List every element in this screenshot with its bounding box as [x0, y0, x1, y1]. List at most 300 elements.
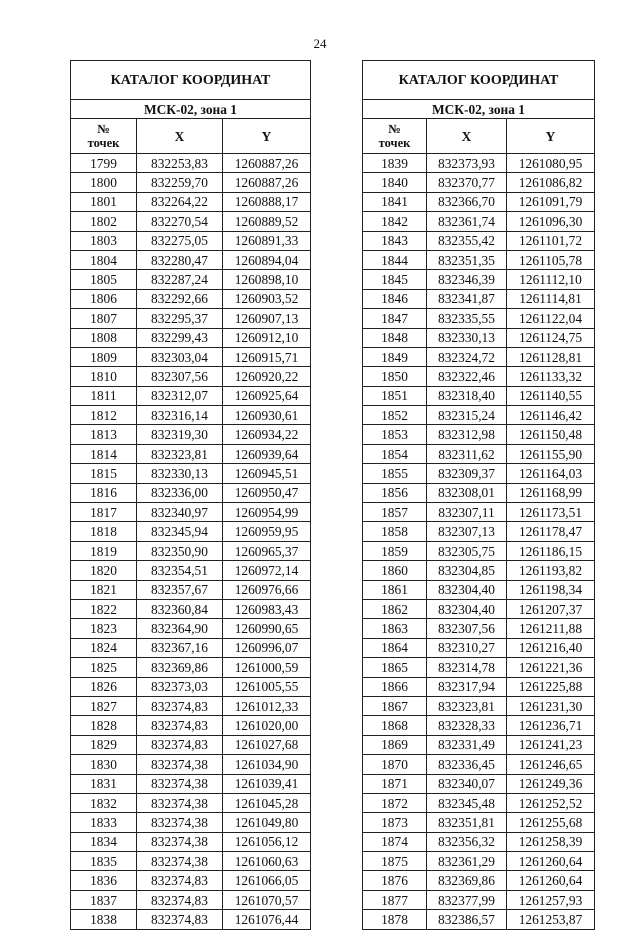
- y-coordinate-cell: 1261241,23: [507, 735, 595, 754]
- x-coordinate-cell: 832259,70: [137, 173, 223, 192]
- y-coordinate-cell: 1260894,04: [223, 250, 311, 269]
- y-coordinate-cell: 1261155,90: [507, 444, 595, 463]
- y-coordinate-cell: 1261039,41: [223, 774, 311, 793]
- table-row: [71, 832, 311, 851]
- table-row: [71, 541, 311, 560]
- point-number-cell: 1867: [363, 696, 427, 715]
- x-coordinate-cell: 832312,98: [427, 425, 507, 444]
- y-coordinate-cell: 1260891,33: [223, 231, 311, 250]
- table-row: [363, 599, 595, 618]
- x-coordinate-cell: 832312,07: [137, 386, 223, 405]
- x-coordinate-cell: 832357,67: [137, 580, 223, 599]
- table-row: [71, 328, 311, 347]
- point-number-cell: 1824: [71, 638, 137, 657]
- point-no-word: точек: [378, 136, 411, 150]
- point-number-cell: 1864: [363, 638, 427, 657]
- point-number-cell: 1812: [71, 406, 137, 425]
- y-coordinate-cell: 1261114,81: [507, 289, 595, 308]
- table-row: [71, 638, 311, 657]
- x-coordinate-cell: 832374,38: [137, 813, 223, 832]
- point-number-cell: 1861: [363, 580, 427, 599]
- column-header-x: X: [427, 119, 507, 154]
- coord-system-label: МСК-02, зона 1: [71, 100, 311, 119]
- table-row: [363, 231, 595, 250]
- x-coordinate-cell: 832305,75: [427, 541, 507, 560]
- point-number-cell: 1800: [71, 173, 137, 192]
- x-coordinate-cell: 832374,38: [137, 852, 223, 871]
- column-header-point-no: [363, 119, 427, 154]
- x-coordinate-cell: 832308,01: [427, 483, 507, 502]
- point-number-cell: 1872: [363, 793, 427, 812]
- table-row: [363, 619, 595, 638]
- table-row: [363, 309, 595, 328]
- x-coordinate-cell: 832307,56: [427, 619, 507, 638]
- point-number-cell: 1802: [71, 212, 137, 231]
- x-coordinate-cell: 832361,29: [427, 852, 507, 871]
- point-number-cell: 1816: [71, 483, 137, 502]
- table-row: [363, 677, 595, 696]
- y-coordinate-cell: 1261173,51: [507, 503, 595, 522]
- coordinate-catalog-table-right: [362, 60, 595, 930]
- x-coordinate-cell: 832311,62: [427, 444, 507, 463]
- y-coordinate-cell: 1261164,03: [507, 464, 595, 483]
- table-row: [363, 289, 595, 308]
- page-number: 24: [313, 36, 327, 51]
- x-coordinate-cell: 832299,43: [137, 328, 223, 347]
- table-row: [71, 561, 311, 580]
- y-coordinate-cell: 1261193,82: [507, 561, 595, 580]
- x-coordinate-cell: 832322,46: [427, 367, 507, 386]
- x-coordinate-cell: 832336,00: [137, 483, 223, 502]
- x-coordinate-cell: 832374,38: [137, 793, 223, 812]
- x-coordinate-cell: 832307,13: [427, 522, 507, 541]
- point-number-cell: 1865: [363, 658, 427, 677]
- y-coordinate-cell: 1261140,55: [507, 386, 595, 405]
- y-coordinate-cell: 1260888,17: [223, 192, 311, 211]
- y-coordinate-cell: 1260915,71: [223, 347, 311, 366]
- table-row: [71, 599, 311, 618]
- table-row: [363, 444, 595, 463]
- point-number-cell: 1817: [71, 503, 137, 522]
- x-coordinate-cell: 832366,70: [427, 192, 507, 211]
- point-number-cell: 1876: [363, 871, 427, 890]
- y-coordinate-cell: 1261122,04: [507, 309, 595, 328]
- table-row: [71, 910, 311, 929]
- y-coordinate-cell: 1260925,64: [223, 386, 311, 405]
- point-number-cell: 1875: [363, 852, 427, 871]
- point-number-cell: 1860: [363, 561, 427, 580]
- x-coordinate-cell: 832330,13: [137, 464, 223, 483]
- table-row: [363, 192, 595, 211]
- point-number-cell: 1820: [71, 561, 137, 580]
- point-number-cell: 1868: [363, 716, 427, 735]
- point-number-cell: 1840: [363, 173, 427, 192]
- catalog-title: КАТАЛОГ КООРДИНАТ: [363, 61, 595, 100]
- y-coordinate-cell: 1260983,43: [223, 599, 311, 618]
- point-number-cell: 1799: [71, 154, 137, 173]
- y-coordinate-cell: 1260972,14: [223, 561, 311, 580]
- table-row: [71, 425, 311, 444]
- point-number-cell: 1809: [71, 347, 137, 366]
- y-coordinate-cell: 1261066,05: [223, 871, 311, 890]
- x-coordinate-cell: 832304,85: [427, 561, 507, 580]
- point-number-cell: 1878: [363, 910, 427, 929]
- y-coordinate-cell: 1260903,52: [223, 289, 311, 308]
- table-row: [71, 231, 311, 250]
- table-row: [71, 212, 311, 231]
- table-row: [363, 541, 595, 560]
- point-number-cell: 1832: [71, 793, 137, 812]
- table-row: [363, 890, 595, 909]
- point-number-cell: 1818: [71, 522, 137, 541]
- y-coordinate-cell: 1260990,65: [223, 619, 311, 638]
- x-coordinate-cell: 832340,07: [427, 774, 507, 793]
- x-coordinate-cell: 832351,35: [427, 250, 507, 269]
- point-number-cell: 1869: [363, 735, 427, 754]
- table-row: [71, 483, 311, 502]
- table-row: [71, 793, 311, 812]
- point-number-cell: 1859: [363, 541, 427, 560]
- x-coordinate-cell: 832360,84: [137, 599, 223, 618]
- point-number-cell: 1807: [71, 309, 137, 328]
- x-coordinate-cell: 832331,49: [427, 735, 507, 754]
- point-number-cell: 1815: [71, 464, 137, 483]
- x-coordinate-cell: 832287,24: [137, 270, 223, 289]
- x-coordinate-cell: 832361,74: [427, 212, 507, 231]
- point-number-cell: 1823: [71, 619, 137, 638]
- x-coordinate-cell: 832315,24: [427, 406, 507, 425]
- y-coordinate-cell: 1260889,52: [223, 212, 311, 231]
- point-number-cell: 1819: [71, 541, 137, 560]
- y-coordinate-cell: 1260976,66: [223, 580, 311, 599]
- table-row: [363, 638, 595, 657]
- table-row: [71, 309, 311, 328]
- x-coordinate-cell: 832374,38: [137, 832, 223, 851]
- x-coordinate-cell: 832307,11: [427, 503, 507, 522]
- x-coordinate-cell: 832345,48: [427, 793, 507, 812]
- y-coordinate-cell: 1261257,93: [507, 890, 595, 909]
- x-coordinate-cell: 832369,86: [427, 871, 507, 890]
- point-number-cell: 1843: [363, 231, 427, 250]
- x-coordinate-cell: 832354,51: [137, 561, 223, 580]
- table-row: [71, 852, 311, 871]
- y-coordinate-cell: 1261012,33: [223, 696, 311, 715]
- x-coordinate-cell: 832336,45: [427, 755, 507, 774]
- x-coordinate-cell: 832345,94: [137, 522, 223, 541]
- table-row: [71, 406, 311, 425]
- x-coordinate-cell: 832330,13: [427, 328, 507, 347]
- table-row: [71, 347, 311, 366]
- point-number-cell: 1863: [363, 619, 427, 638]
- table-row: [363, 464, 595, 483]
- y-coordinate-cell: 1261260,64: [507, 871, 595, 890]
- x-coordinate-cell: 832307,56: [137, 367, 223, 386]
- y-coordinate-cell: 1261255,68: [507, 813, 595, 832]
- point-number-cell: 1835: [71, 852, 137, 871]
- table-row: [363, 580, 595, 599]
- y-coordinate-cell: 1261231,30: [507, 696, 595, 715]
- y-coordinate-cell: 1261207,37: [507, 599, 595, 618]
- point-number-cell: 1821: [71, 580, 137, 599]
- table-row: [363, 328, 595, 347]
- table-row: [71, 154, 311, 173]
- table-row: [363, 406, 595, 425]
- table-row: [363, 852, 595, 871]
- point-number-cell: 1874: [363, 832, 427, 851]
- table-row: [71, 677, 311, 696]
- y-coordinate-cell: 1261105,78: [507, 250, 595, 269]
- x-coordinate-cell: 832374,83: [137, 890, 223, 909]
- x-coordinate-cell: 832309,37: [427, 464, 507, 483]
- table-row: [71, 289, 311, 308]
- y-coordinate-cell: 1260898,10: [223, 270, 311, 289]
- table-row: [71, 658, 311, 677]
- y-coordinate-cell: 1261168,99: [507, 483, 595, 502]
- point-number-cell: 1805: [71, 270, 137, 289]
- point-number-cell: 1830: [71, 755, 137, 774]
- y-coordinate-cell: 1261198,34: [507, 580, 595, 599]
- point-number-cell: 1873: [363, 813, 427, 832]
- y-coordinate-cell: 1261221,36: [507, 658, 595, 677]
- x-coordinate-cell: 832374,38: [137, 755, 223, 774]
- y-coordinate-cell: 1260965,37: [223, 541, 311, 560]
- table-row: [363, 658, 595, 677]
- table-row: [363, 561, 595, 580]
- x-coordinate-cell: 832314,78: [427, 658, 507, 677]
- x-coordinate-cell: 832304,40: [427, 599, 507, 618]
- point-number-cell: 1877: [363, 890, 427, 909]
- x-coordinate-cell: 832253,83: [137, 154, 223, 173]
- point-number-cell: 1831: [71, 774, 137, 793]
- y-coordinate-cell: 1260954,99: [223, 503, 311, 522]
- x-coordinate-cell: 832364,90: [137, 619, 223, 638]
- point-number-cell: 1822: [71, 599, 137, 618]
- y-coordinate-cell: 1261246,65: [507, 755, 595, 774]
- point-number-cell: 1852: [363, 406, 427, 425]
- x-coordinate-cell: 832323,81: [137, 444, 223, 463]
- y-coordinate-cell: 1261253,87: [507, 910, 595, 929]
- table-row: [363, 425, 595, 444]
- y-coordinate-cell: 1261060,63: [223, 852, 311, 871]
- y-coordinate-cell: 1261005,55: [223, 677, 311, 696]
- x-coordinate-cell: 832328,33: [427, 716, 507, 735]
- y-coordinate-cell: 1261211,88: [507, 619, 595, 638]
- point-number-cell: 1870: [363, 755, 427, 774]
- x-coordinate-cell: 832303,04: [137, 347, 223, 366]
- x-coordinate-cell: 832319,30: [137, 425, 223, 444]
- x-coordinate-cell: 832292,66: [137, 289, 223, 308]
- point-number-cell: 1808: [71, 328, 137, 347]
- point-number-cell: 1804: [71, 250, 137, 269]
- table-row: [363, 503, 595, 522]
- point-number-cell: 1810: [71, 367, 137, 386]
- x-coordinate-cell: 832386,57: [427, 910, 507, 929]
- table-row: [363, 910, 595, 929]
- x-coordinate-cell: 832264,22: [137, 192, 223, 211]
- column-header-x: X: [137, 119, 223, 154]
- x-coordinate-cell: 832280,47: [137, 250, 223, 269]
- table-row: [71, 192, 311, 211]
- table-row: [363, 813, 595, 832]
- point-number-cell: 1855: [363, 464, 427, 483]
- y-coordinate-cell: 1261070,57: [223, 890, 311, 909]
- x-coordinate-cell: 832373,93: [427, 154, 507, 173]
- table-row: [71, 735, 311, 754]
- point-no-symbol: №: [97, 122, 110, 136]
- y-coordinate-cell: 1261252,52: [507, 793, 595, 812]
- table-row: [363, 832, 595, 851]
- point-number-cell: 1857: [363, 503, 427, 522]
- table-row: [363, 173, 595, 192]
- y-coordinate-cell: 1261101,72: [507, 231, 595, 250]
- point-number-cell: 1829: [71, 735, 137, 754]
- table-row: [363, 755, 595, 774]
- point-number-cell: 1862: [363, 599, 427, 618]
- column-header-point-no: [71, 119, 137, 154]
- x-coordinate-cell: 832356,32: [427, 832, 507, 851]
- table-row: [363, 212, 595, 231]
- point-number-cell: 1854: [363, 444, 427, 463]
- table-row: [71, 503, 311, 522]
- y-coordinate-cell: 1260934,22: [223, 425, 311, 444]
- y-coordinate-cell: 1261186,15: [507, 541, 595, 560]
- y-coordinate-cell: 1260945,51: [223, 464, 311, 483]
- table-row: [363, 793, 595, 812]
- table-row: [363, 735, 595, 754]
- y-coordinate-cell: 1261112,10: [507, 270, 595, 289]
- table-row: [363, 696, 595, 715]
- table-row: [363, 250, 595, 269]
- table-row: [363, 270, 595, 289]
- point-number-cell: 1839: [363, 154, 427, 173]
- x-coordinate-cell: 832304,40: [427, 580, 507, 599]
- coord-system-label: МСК-02, зона 1: [363, 100, 595, 119]
- point-number-cell: 1837: [71, 890, 137, 909]
- point-no-word: точек: [87, 136, 120, 150]
- table-row: [71, 774, 311, 793]
- y-coordinate-cell: 1260887,26: [223, 173, 311, 192]
- point-number-cell: 1828: [71, 716, 137, 735]
- x-coordinate-cell: 832316,14: [137, 406, 223, 425]
- table-row: [71, 386, 311, 405]
- point-number-cell: 1851: [363, 386, 427, 405]
- x-coordinate-cell: 832324,72: [427, 347, 507, 366]
- x-coordinate-cell: 832270,54: [137, 212, 223, 231]
- y-coordinate-cell: 1261096,30: [507, 212, 595, 231]
- table-row: [71, 444, 311, 463]
- x-coordinate-cell: 832373,03: [137, 677, 223, 696]
- y-coordinate-cell: 1261045,28: [223, 793, 311, 812]
- y-coordinate-cell: 1261034,90: [223, 755, 311, 774]
- table-row: [71, 813, 311, 832]
- y-coordinate-cell: 1261091,79: [507, 192, 595, 211]
- table-row: [71, 890, 311, 909]
- point-number-cell: 1833: [71, 813, 137, 832]
- x-coordinate-cell: 832377,99: [427, 890, 507, 909]
- y-coordinate-cell: 1261150,48: [507, 425, 595, 444]
- x-coordinate-cell: 832335,55: [427, 309, 507, 328]
- table-row: [71, 696, 311, 715]
- table-row: [71, 580, 311, 599]
- point-number-cell: 1826: [71, 677, 137, 696]
- x-coordinate-cell: 832351,81: [427, 813, 507, 832]
- y-coordinate-cell: 1260939,64: [223, 444, 311, 463]
- x-coordinate-cell: 832374,83: [137, 910, 223, 929]
- y-coordinate-cell: 1261178,47: [507, 522, 595, 541]
- table-body-right: [363, 154, 595, 930]
- point-number-cell: 1845: [363, 270, 427, 289]
- y-coordinate-cell: 1260996,07: [223, 638, 311, 657]
- x-coordinate-cell: 832323,81: [427, 696, 507, 715]
- table-row: [363, 716, 595, 735]
- table-row: [71, 619, 311, 638]
- table-row: [71, 270, 311, 289]
- y-coordinate-cell: 1261086,82: [507, 173, 595, 192]
- y-coordinate-cell: 1261049,80: [223, 813, 311, 832]
- y-coordinate-cell: 1261124,75: [507, 328, 595, 347]
- y-coordinate-cell: 1261080,95: [507, 154, 595, 173]
- x-coordinate-cell: 832341,87: [427, 289, 507, 308]
- x-coordinate-cell: 832374,83: [137, 696, 223, 715]
- point-number-cell: 1846: [363, 289, 427, 308]
- table-row: [363, 774, 595, 793]
- y-coordinate-cell: 1261000,59: [223, 658, 311, 677]
- table-row: [71, 250, 311, 269]
- y-coordinate-cell: 1261258,39: [507, 832, 595, 851]
- y-coordinate-cell: 1261236,71: [507, 716, 595, 735]
- point-number-cell: 1850: [363, 367, 427, 386]
- column-header-y: Y: [507, 119, 595, 154]
- table-row: [71, 173, 311, 192]
- table-row: [363, 483, 595, 502]
- x-coordinate-cell: 832275,05: [137, 231, 223, 250]
- y-coordinate-cell: 1260930,61: [223, 406, 311, 425]
- x-coordinate-cell: 832340,97: [137, 503, 223, 522]
- table-row: [71, 464, 311, 483]
- x-coordinate-cell: 832350,90: [137, 541, 223, 560]
- y-coordinate-cell: 1261133,32: [507, 367, 595, 386]
- point-number-cell: 1801: [71, 192, 137, 211]
- table-row: [71, 716, 311, 735]
- point-number-cell: 1806: [71, 289, 137, 308]
- point-number-cell: 1841: [363, 192, 427, 211]
- column-header-y: Y: [223, 119, 311, 154]
- x-coordinate-cell: 832367,16: [137, 638, 223, 657]
- point-number-cell: 1842: [363, 212, 427, 231]
- point-number-cell: 1866: [363, 677, 427, 696]
- y-coordinate-cell: 1261020,00: [223, 716, 311, 735]
- x-coordinate-cell: 832369,86: [137, 658, 223, 677]
- table-row: [71, 522, 311, 541]
- catalog-title: КАТАЛОГ КООРДИНАТ: [71, 61, 311, 100]
- point-number-cell: 1853: [363, 425, 427, 444]
- point-number-cell: 1813: [71, 425, 137, 444]
- table-row: [363, 522, 595, 541]
- table-body-left: [71, 154, 311, 930]
- point-no-symbol: №: [388, 122, 401, 136]
- y-coordinate-cell: 1261128,81: [507, 347, 595, 366]
- table-row: [363, 871, 595, 890]
- x-coordinate-cell: 832374,83: [137, 871, 223, 890]
- point-number-cell: 1856: [363, 483, 427, 502]
- y-coordinate-cell: 1261076,44: [223, 910, 311, 929]
- table-row: [71, 755, 311, 774]
- table-row: [71, 367, 311, 386]
- table-row: [71, 871, 311, 890]
- point-number-cell: 1844: [363, 250, 427, 269]
- point-number-cell: 1871: [363, 774, 427, 793]
- coordinate-catalog-table-left: [70, 60, 311, 930]
